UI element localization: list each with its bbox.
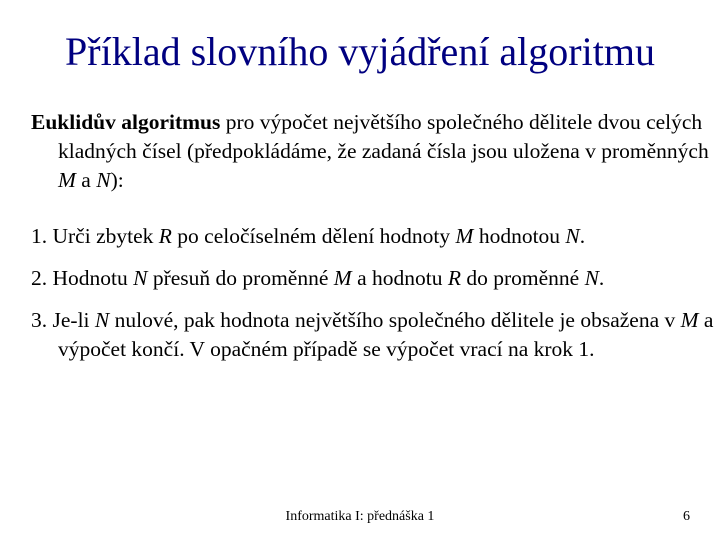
step-number: 3. xyxy=(31,308,48,332)
step-1 xyxy=(31,222,720,251)
step-text: a výpočet končí. V opačném případě se výpočet vrací na krok 1. xyxy=(58,308,714,361)
step-text: Urči zbytek xyxy=(47,224,159,248)
intro-text: pro výpočet největšího společného dělitele dvou celých kladných čísel (předpokládáme, že zadaná čísla jsou uložena v proměnných xyxy=(58,110,709,163)
intro-and: a xyxy=(75,168,97,192)
intro-end: ): xyxy=(110,168,124,192)
variable-n: N xyxy=(133,266,148,290)
algorithm-name: Euklidův algoritmus xyxy=(31,110,221,134)
variable-r: R xyxy=(447,266,461,290)
step-text: hodnotou xyxy=(473,224,566,248)
slide-title: Příklad slovního vyjádření algoritmu xyxy=(65,29,655,74)
step-number: 2. xyxy=(31,266,48,290)
variable-n: N xyxy=(584,266,599,290)
variable-m: M xyxy=(333,266,352,290)
intro-paragraph xyxy=(31,108,720,195)
step-2 xyxy=(31,264,720,293)
step-text: a hodnotu xyxy=(351,266,448,290)
footer-course: Informatika I: přednáška 1 xyxy=(285,509,435,524)
step-text: Je-li xyxy=(47,308,95,332)
step-text: přesuň do proměnné xyxy=(147,266,334,290)
step-text: do proměnné xyxy=(460,266,585,290)
variable-r: R xyxy=(158,224,172,248)
step-text: po celočíselném dělení hodnoty xyxy=(171,224,456,248)
step-text: . xyxy=(579,224,586,248)
step-text: Hodnotu xyxy=(47,266,134,290)
step-text: nulové, pak hodnota největšího společného dělitele je obsažena v xyxy=(109,308,681,332)
step-text: . xyxy=(598,266,605,290)
variable-n: N xyxy=(565,224,580,248)
variable-m: M xyxy=(680,308,699,332)
variable-m: M xyxy=(455,224,474,248)
page-number: 6 xyxy=(683,509,690,524)
variable-n: N xyxy=(96,168,111,192)
step-number: 1. xyxy=(31,224,48,248)
variable-n: N xyxy=(94,308,110,332)
variable-m: M xyxy=(58,168,76,192)
step-3 xyxy=(31,306,720,364)
